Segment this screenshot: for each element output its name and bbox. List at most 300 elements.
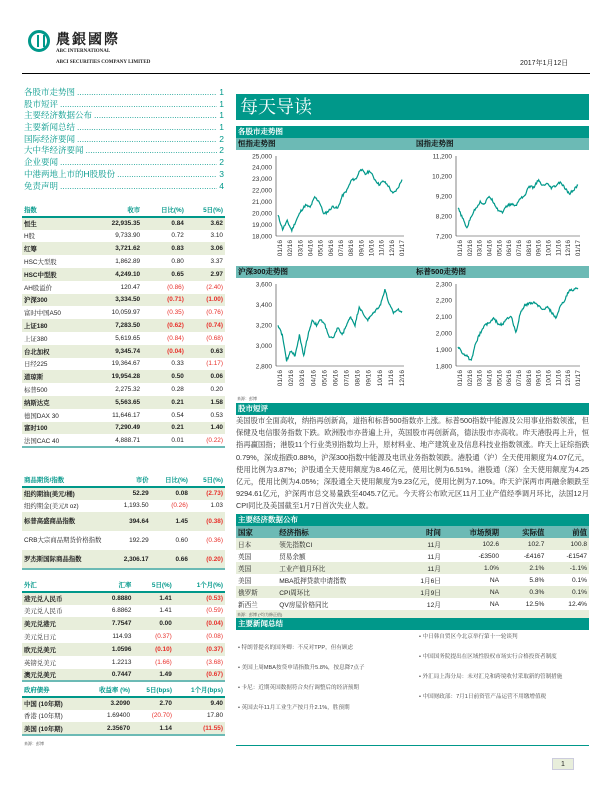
cell-value: 0.63 <box>186 345 225 358</box>
market-comment-text: 美国股市全面高收，纳指再创新高，道指和标普500指数亦上涨。标普500指数中能源及公用事业指数领涨，但保健及电信服务指数下跌。欧洲股市亦普遍上升，英国股市再创新高，德法股市亦高收。昨天港股再上升，恒指再赢国指；港股11个行业类别指数均上升，原材料业、地产建筑业及信息科技业指数领涨。昨天上证综指跌0.79%，深成指跌0.88%，沪深300指数中能源及电讯业务指数领跌。港股通（沪）全天使用额度为4.07亿元，使用比例为3.87%；沪股通全天使用额度为8.46亿元，使用比例为6.51%。港股通（深）全天使用额度为4.25亿元，使用比例为4.05%；深股通全天使用额度为9.23亿元，使用比例为7.10%。昨天沪深两市两融余额跌至9294.61亿元，沪深两市总交易量跌至4045.7亿元。今天将公布欧元区11月工业产值经季调月环比，法国12月CPI同比及美国截至1月7日首次失业人数。 <box>236 416 589 511</box>
cell-value: 领先指数CI <box>277 538 400 550</box>
cell-value: (0.38) <box>190 512 225 531</box>
commodity-row <box>22 500 225 513</box>
series-line <box>278 169 402 231</box>
x-tick-label: 01/16 <box>457 370 464 387</box>
row-label: 纽约期金(美元/t oz) <box>24 503 79 511</box>
cell-value: 3.06 <box>186 242 225 255</box>
cell-value: 1.03 <box>210 502 223 510</box>
column-header: 外汇 <box>22 579 94 592</box>
cell-value: NA <box>489 576 500 584</box>
cell-value: NA <box>489 600 500 608</box>
cell-value: 5.8% <box>529 576 545 584</box>
toc-dots <box>60 181 217 193</box>
cell-value: (0.74) <box>186 319 225 332</box>
cell-value: 0.66 <box>151 550 190 569</box>
cell-value: 19,954.28 <box>89 370 142 383</box>
row-label: 沪深300 <box>22 294 89 307</box>
x-tick-label: 07/16 <box>343 370 351 387</box>
x-tick-label: 06/16 <box>506 240 514 257</box>
toc-label: 主要经济数据公布 <box>24 110 93 121</box>
toc-item[interactable] <box>24 181 224 193</box>
cell-value: 1,193.50 <box>123 502 149 510</box>
fx-row <box>22 617 225 630</box>
index-row <box>22 409 225 422</box>
x-tick-label: 09/16 <box>535 240 543 257</box>
row-label: 美元兑日元 <box>24 634 56 642</box>
y-tick-label: 7,200 <box>435 233 452 241</box>
row-label: 德国DAX 30 <box>24 412 59 420</box>
commodity-row <box>22 550 225 569</box>
x-tick-label: 04/16 <box>486 370 494 387</box>
index-row <box>22 370 225 383</box>
row-label: 标普500 <box>24 387 48 395</box>
cell-value: 3.2090 <box>83 697 132 710</box>
row-label: 上证180 <box>22 319 89 332</box>
cell-value: 10,059.97 <box>111 309 141 317</box>
toc-dots <box>77 134 217 146</box>
toc-page: 2 <box>219 145 224 156</box>
toc-item[interactable] <box>24 99 224 111</box>
index-row <box>22 242 225 255</box>
y-tick-label: 21,000 <box>252 199 272 207</box>
cell-value: 1.14 <box>132 722 174 735</box>
row-label: 美元兑人民币 <box>24 608 63 616</box>
toc-page: 1 <box>219 98 224 109</box>
index-row <box>22 383 225 396</box>
column-header: 经济指标 <box>277 526 400 538</box>
x-tick-label: 12/16 <box>565 370 573 387</box>
econ-section-title: 主要经济数据公布 <box>236 514 589 526</box>
toc-label: 各股市走势图 <box>24 87 76 97</box>
cell-value: 0.54 <box>171 411 184 419</box>
cell-value: NA <box>443 586 501 598</box>
cell-value: 1,862.89 <box>115 258 141 266</box>
cell-value: 2.1% <box>501 562 546 574</box>
cell-value: 102.7 <box>501 538 546 550</box>
cell-value: 52.29 <box>108 487 150 500</box>
cell-value: (0.08) <box>206 633 223 641</box>
cell-value: 6.8862 <box>111 607 132 615</box>
cell-value: 0.84 <box>142 217 186 230</box>
country: 新西兰 <box>238 602 258 609</box>
cell-value: 1.58 <box>186 396 225 409</box>
toc-label: 免责声明 <box>24 180 59 191</box>
y-tick-label: 24,000 <box>252 164 272 172</box>
cell-value: 4,249.10 <box>89 268 142 281</box>
column-header: 日比(%) <box>151 474 190 487</box>
x-tick-label: 10/16 <box>376 370 384 387</box>
x-tick-label: 11/16 <box>555 240 563 256</box>
abci-logo-icon <box>28 30 50 52</box>
toc-page: 3 <box>219 168 224 179</box>
cell-value: 9.40 <box>174 697 225 710</box>
x-tick-label: 01/16 <box>277 240 284 257</box>
charts-subheader-row2 <box>236 266 589 278</box>
chart-title-sp500: 标普500走势图 <box>416 267 467 276</box>
y-tick-label: 1,900 <box>435 346 452 354</box>
column-header: 5日(bps) <box>132 684 174 697</box>
x-tick-label: 05/16 <box>496 370 504 387</box>
fx-header <box>22 579 225 592</box>
index-row <box>22 319 225 332</box>
cell-value: 100.8 <box>546 538 589 550</box>
row-label: 法国CAC 40 <box>22 434 89 447</box>
cell-value: 0.1% <box>571 576 587 584</box>
cell-value: 0.60 <box>175 537 188 545</box>
cell-value: 2.35670 <box>83 722 132 735</box>
toc-dots <box>60 157 217 169</box>
column-header: 1个月(%) <box>174 579 225 592</box>
cell-value: 12月 <box>426 602 441 609</box>
index-row <box>22 230 225 243</box>
cell-value: 3,334.50 <box>89 294 142 307</box>
cell-value: 0.01 <box>142 434 186 447</box>
cell-value: 12.4% <box>568 600 587 608</box>
x-tick-label: 09/16 <box>535 370 543 387</box>
x-tick-label: 10/16 <box>545 370 553 387</box>
toc-label: 大中华经济要闻 <box>24 145 84 156</box>
x-tick-label: 01/17 <box>575 370 582 387</box>
toc-item[interactable] <box>24 169 224 181</box>
cell-value: 7.7547 <box>94 617 134 630</box>
x-tick-label: 05/16 <box>321 370 329 387</box>
cell-value: 394.64 <box>108 512 150 531</box>
cell-value: 工业产值月环比 <box>277 562 400 574</box>
cell-value: 11月 <box>427 554 441 561</box>
commodity-header <box>22 474 225 487</box>
row-label: 日经225 <box>24 361 48 369</box>
x-tick-label: 07/16 <box>516 240 523 257</box>
cell-value: (0.59) <box>206 607 223 615</box>
company-name: ABCI SECURITIES COMPANY LIMITED <box>56 60 151 65</box>
cell-value: 0.33 <box>171 360 184 368</box>
x-tick-label: 01/16 <box>277 370 284 387</box>
index-row <box>22 422 225 435</box>
y-tick-label: 2,300 <box>435 281 452 289</box>
comment-section-title: 股市短评 <box>236 403 589 415</box>
news-summary <box>236 632 589 746</box>
x-tick-label: 03/16 <box>476 240 484 257</box>
cell-value: (0.68) <box>206 334 223 342</box>
cell-value: QV房屋价格同比 <box>279 602 329 609</box>
x-tick-label: 01/16 <box>457 240 464 257</box>
toc-page: 4 <box>219 180 224 191</box>
column-header: 日比(%) <box>142 204 186 217</box>
commodity-row <box>22 512 225 531</box>
toc-dots <box>117 169 217 181</box>
column-header: 收益率 (%) <box>83 684 132 697</box>
y-tick-label: 9,200 <box>435 193 452 201</box>
y-tick-label: 11,200 <box>432 153 452 161</box>
econ-row <box>236 538 589 550</box>
toc-dots <box>94 110 217 122</box>
row-label: 恒生 <box>22 217 89 230</box>
x-tick-label: 12/16 <box>565 240 573 257</box>
cell-value: 12.5% <box>525 600 545 608</box>
series-line <box>278 289 402 361</box>
row-label: 标普高盛商品指数 <box>22 512 108 531</box>
x-tick-label: 03/16 <box>297 240 305 257</box>
cell-value: 1月6日 <box>420 578 441 585</box>
index-row <box>22 345 225 358</box>
y-tick-label: 18,000 <box>252 233 272 241</box>
x-tick-label: 11/16 <box>387 370 395 386</box>
row-label: 香港 (10年期) <box>24 713 63 721</box>
cell-value: 0.7447 <box>94 669 134 682</box>
cell-value: (0.84) <box>167 334 184 342</box>
cell-value: 贸易余额 <box>279 554 306 561</box>
y-tick-label: 2,100 <box>435 314 452 322</box>
y-tick-label: 2,800 <box>255 363 272 371</box>
cell-value: (0.37) <box>174 643 225 656</box>
toc-item[interactable] <box>24 134 224 146</box>
chart-hscei <box>412 150 588 266</box>
toc-label: 企业要闻 <box>24 157 59 168</box>
column-header: 汇率 <box>94 579 134 592</box>
toc-item[interactable] <box>24 122 224 134</box>
x-tick-label: 08/16 <box>348 240 356 257</box>
fx-row <box>22 656 225 669</box>
fx-row <box>22 630 225 643</box>
cell-value: 9,733.90 <box>115 232 141 240</box>
cell-value: (0.20) <box>190 550 225 569</box>
cell-value: (0.62) <box>142 319 186 332</box>
x-tick-label: 03/16 <box>299 370 307 387</box>
toc-label: 中港两地上市的H股股份 <box>24 168 116 179</box>
cell-value: 1.40 <box>186 422 225 435</box>
cell-value: 9,345.74 <box>89 345 142 358</box>
cell-value: (0.36) <box>206 537 223 545</box>
row-label: 英镑兑美元 <box>24 659 56 667</box>
cell-value: 1.69400 <box>106 712 131 720</box>
column-header: 收市 <box>89 204 142 217</box>
fx-table <box>22 579 225 682</box>
econ-row <box>236 586 589 598</box>
toc-label: 股市短评 <box>24 98 59 109</box>
cell-value: 102.6 <box>443 538 501 550</box>
row-label: CRB大宗商品期货价格指数 <box>24 537 102 545</box>
row-label: 澳元兑美元 <box>22 669 94 682</box>
cell-value: 0.21 <box>142 396 186 409</box>
y-tick-label: 23,000 <box>252 176 272 184</box>
cell-value: 2,306.17 <box>108 550 150 569</box>
cell-value: (1.17) <box>206 360 223 368</box>
cell-value: 2.70 <box>132 697 174 710</box>
news-item: • 特朗普提名的国务卿：不反对TPP，但有顾虑 <box>238 645 354 651</box>
news-section-title: 主要新闻总结 <box>236 618 589 630</box>
fx-row <box>22 669 225 682</box>
y-tick-label: 3,200 <box>255 322 272 330</box>
toc-label: 主要新闻总结 <box>24 122 76 133</box>
news-item: • 中日韩自贸区今北京举行第十一轮谈判 <box>419 634 518 640</box>
toc-page: 1 <box>219 110 224 121</box>
y-tick-label: 1,800 <box>435 363 452 371</box>
toc-dots <box>77 87 217 99</box>
page-title: 每天导读 <box>236 94 589 120</box>
y-tick-label: 2,200 <box>435 297 452 305</box>
column-header: 商品期货/指数 <box>22 474 108 487</box>
row-label: 港元兑人民币 <box>22 592 94 605</box>
news-item: • 中国国务院提出在区域性股权市场实行合格投资者制度 <box>419 654 557 660</box>
x-tick-label: 05/16 <box>317 240 325 257</box>
cell-value: 7,290.49 <box>89 422 142 435</box>
econ-row <box>236 598 589 610</box>
index-row <box>22 268 225 281</box>
index-header <box>22 204 225 217</box>
column-header: 实际值 <box>501 526 546 538</box>
chart-title-csi300: 沪深300走势图 <box>238 267 289 276</box>
x-tick-label: 09/16 <box>358 240 366 257</box>
country: 日本 <box>236 538 277 550</box>
fx-row <box>22 605 225 618</box>
cell-value: 0.53 <box>210 411 223 419</box>
cell-value: (3.68) <box>206 658 223 666</box>
bond-row <box>22 697 225 710</box>
cell-value: (0.04) <box>142 345 186 358</box>
row-label: 美国 (10年期) <box>22 722 83 735</box>
cell-value: (0.35) <box>167 309 184 317</box>
cell-value: 1月9日 <box>400 586 443 598</box>
column-header: 5日(%) <box>133 579 173 592</box>
cell-value: (11.55) <box>174 722 225 735</box>
y-tick-label: 10,200 <box>432 173 452 181</box>
cell-value: 3,721.62 <box>89 242 142 255</box>
toc-dots <box>77 122 217 134</box>
x-tick-label: 06/16 <box>506 370 514 387</box>
cell-value: (0.22) <box>186 434 225 447</box>
cell-value: -£3500 <box>478 552 500 560</box>
cell-value: 3.62 <box>186 217 225 230</box>
cell-value: 0.21 <box>142 422 186 435</box>
cell-value: -1.1% <box>546 562 589 574</box>
cell-value: 1.45 <box>151 512 190 531</box>
x-tick-label: 05/16 <box>496 240 504 257</box>
x-tick-label: 12/16 <box>388 240 396 257</box>
y-tick-label: 25,000 <box>252 153 272 161</box>
cell-value: (2.40) <box>206 283 223 291</box>
cell-value: -£4167 <box>523 552 545 560</box>
x-tick-label: 04/16 <box>310 370 318 387</box>
toc-item[interactable] <box>24 145 224 157</box>
x-tick-label: 02/16 <box>288 370 296 387</box>
x-tick-label: 09/16 <box>365 370 373 387</box>
toc-page: 1 <box>219 122 224 133</box>
y-tick-label: 20,000 <box>252 210 272 218</box>
cell-value: 19,364.67 <box>111 360 141 368</box>
row-label: 美元兑港元 <box>22 617 94 630</box>
cell-value: (0.71) <box>142 294 186 307</box>
row-label: 纳斯达克 <box>22 396 89 409</box>
cell-value: 2,275.32 <box>115 386 141 394</box>
toc-item[interactable] <box>24 157 224 169</box>
index-row <box>22 281 225 294</box>
toc-item[interactable] <box>24 110 224 122</box>
row-label: 富时100 <box>22 422 89 435</box>
index-row <box>22 294 225 307</box>
index-row <box>22 332 225 345</box>
cell-value: 1.2213 <box>111 658 132 666</box>
news-item: • 卡尼：近期英国数据符合央行调整后的经济预期 <box>238 685 359 691</box>
x-tick-label: 07/16 <box>516 370 523 387</box>
x-tick-label: 12/16 <box>399 370 406 387</box>
cell-value: 17.80 <box>207 712 223 720</box>
cell-value: (1.66) <box>155 658 172 666</box>
page-number: 1 <box>552 758 574 770</box>
x-tick-label: 03/16 <box>476 370 484 387</box>
cell-value: 192.29 <box>129 537 149 545</box>
x-tick-label: 06/16 <box>327 240 335 257</box>
cell-value: 3.10 <box>210 232 223 240</box>
toc-item[interactable] <box>24 87 224 99</box>
toc-page: 2 <box>219 157 224 168</box>
brand-name: 農銀國際 <box>56 32 120 48</box>
cell-value: 1.41 <box>133 592 173 605</box>
cell-value: 4,888.71 <box>89 434 142 447</box>
cell-value: 0.3% <box>501 586 546 598</box>
column-header: 前值 <box>546 526 589 538</box>
cell-value: -£1547 <box>566 552 587 560</box>
cell-value: 1.0596 <box>94 643 134 656</box>
commodity-row <box>22 487 225 500</box>
cell-value: 11月 <box>400 562 443 574</box>
chart-sp500 <box>412 278 588 396</box>
x-tick-label: 01/17 <box>575 240 582 257</box>
row-label: 富时中国A50 <box>24 310 61 318</box>
x-tick-label: 10/16 <box>545 240 553 257</box>
cell-value: (0.26) <box>171 502 188 510</box>
x-tick-label: 07/16 <box>338 240 345 257</box>
cell-value: (0.76) <box>206 309 223 317</box>
cell-value: 0.65 <box>142 268 186 281</box>
country: 英国 <box>236 562 277 574</box>
column-header: 时间 <box>400 526 443 538</box>
x-tick-label: 02/16 <box>466 240 474 257</box>
econ-data-table <box>236 526 589 622</box>
bond-header <box>22 684 225 697</box>
cell-value: 0.8880 <box>94 592 134 605</box>
cell-value: 5,563.65 <box>89 396 142 409</box>
news-item: • 外汇局上海分局：未对汇兑和跨境收付采取新的管制措施 <box>419 674 563 680</box>
cell-value: 0.80 <box>171 258 184 266</box>
row-label: 上证380 <box>24 335 48 343</box>
indices-table <box>22 204 225 448</box>
country: 英国 <box>238 554 252 561</box>
series-line <box>458 180 578 228</box>
row-label: H股 <box>24 233 36 241</box>
series-line <box>458 288 578 360</box>
cell-value: 0.28 <box>171 386 184 394</box>
column-header: 市场预期 <box>443 526 501 538</box>
x-tick-label: 01/17 <box>399 240 406 257</box>
toc-page: 1 <box>219 87 224 97</box>
econ-row <box>236 574 589 586</box>
fx-row <box>22 643 225 656</box>
column-header: 1个月(bps) <box>174 684 225 697</box>
brand-english: ABC INTERNATIONAL <box>56 49 111 54</box>
cell-value: 11,646.17 <box>112 411 141 419</box>
index-row <box>22 217 225 230</box>
chart-hsi <box>236 150 412 266</box>
news-item: • 中国财政部：7月1日前资管产品运营不用缴增值税 <box>419 694 547 700</box>
cell-value: MBA抵押贷款申请指数 <box>279 578 347 585</box>
bonds-source: 来源：彭博 <box>24 741 44 746</box>
chart-title-hscei: 国指走势图 <box>416 139 454 148</box>
index-row <box>22 306 225 319</box>
row-label: 红筹 <box>22 242 89 255</box>
x-tick-label: 02/16 <box>466 370 474 387</box>
cell-value: 0.20 <box>210 386 223 394</box>
